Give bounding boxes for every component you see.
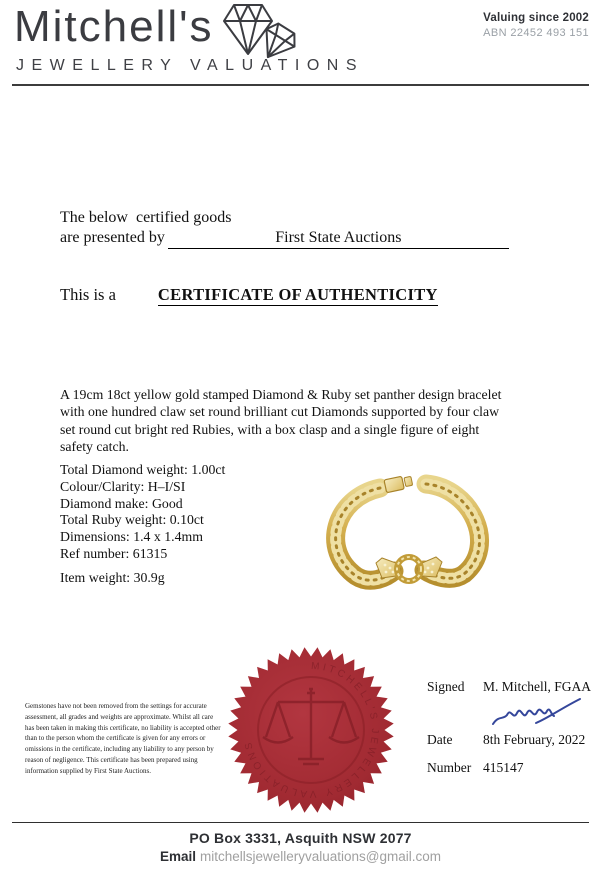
presented-line1: The below certified goods (60, 209, 232, 226)
footer-email (0, 849, 601, 864)
detail-ruby-weight: Total Ruby weight: 0.10ct (60, 512, 204, 528)
detail-diamond-weight: Total Diamond weight: 1.00ct (60, 462, 226, 477)
footer-email-label: Email (159, 849, 196, 864)
number-value: 415147 (483, 760, 524, 775)
item-description: A 19cm 18ct yellow gold stamped Diamond & Ruby set panther design bracelet with one hundred claw set round brilliant cut Diamonds supported by four claw set round cut bright red Rubies, with a box clasp and a single figure of eight safety catch. (60, 387, 502, 455)
tagline: Valuing since 2002 (483, 12, 589, 24)
bracelet-photo (300, 468, 520, 628)
signed-label: Signed (427, 679, 465, 694)
item-weight: Item weight: 30.9g (60, 570, 165, 585)
certificate-title: CERTIFICATE OF AUTHENTICITY (157, 285, 438, 304)
disclaimer-text: Gemstones have not been removed from the settings for accurate assessment, all grades and weights are approximate. Whilst all care has been taken in making this certificate, no liability is accepted other than to the person whom the certificate is given for any errors or omissions in the certificate, including any liability to any person by reason of negligence. This certificate has been prepared using information supplied by First State Auctions. (25, 702, 221, 775)
header-right (483, 12, 589, 39)
brand-logo (14, 2, 312, 65)
presented-prefix: are presented by (60, 229, 165, 246)
abn-number: ABN 22452 493 151 (483, 27, 589, 39)
number-label: Number (427, 760, 472, 775)
diamonds-icon (216, 2, 312, 65)
date-label: Date (427, 732, 453, 747)
signed-value: M. Mitchell, FGAA (483, 679, 591, 694)
footer-divider (12, 822, 589, 823)
title-row (60, 285, 438, 305)
brand-name: Mitchell's (14, 2, 214, 51)
certificate-intro: This is a (60, 285, 116, 304)
presenter-underline (168, 229, 509, 249)
detail-dimensions: Dimensions: 1.4 x 1.4mm (60, 529, 203, 545)
date-value: 8th February, 2022 (483, 732, 586, 747)
wax-seal (228, 647, 394, 818)
detail-ref-number: Ref number: 61315 (60, 545, 168, 561)
signature-image (490, 695, 585, 736)
footer-email-value: mitchellsjewelleryvaluations@gmail.com (199, 849, 442, 864)
presented-line2 (60, 229, 509, 249)
footer-address: PO Box 3331, Asquith NSW 2077 (189, 830, 412, 846)
details-list (60, 462, 225, 563)
detail-colour-clarity: Colour/Clarity: H–I/SI (60, 478, 186, 494)
header-divider (12, 84, 589, 86)
brand-subtitle: JEWELLERY VALUATIONS (16, 57, 364, 74)
seal-ring-text: MITCHELL'S JEWELLERY VALUATIONS (242, 660, 381, 800)
presenter-name: First State Auctions (275, 229, 402, 246)
detail-diamond-make: Diamond make: Good (60, 495, 183, 511)
